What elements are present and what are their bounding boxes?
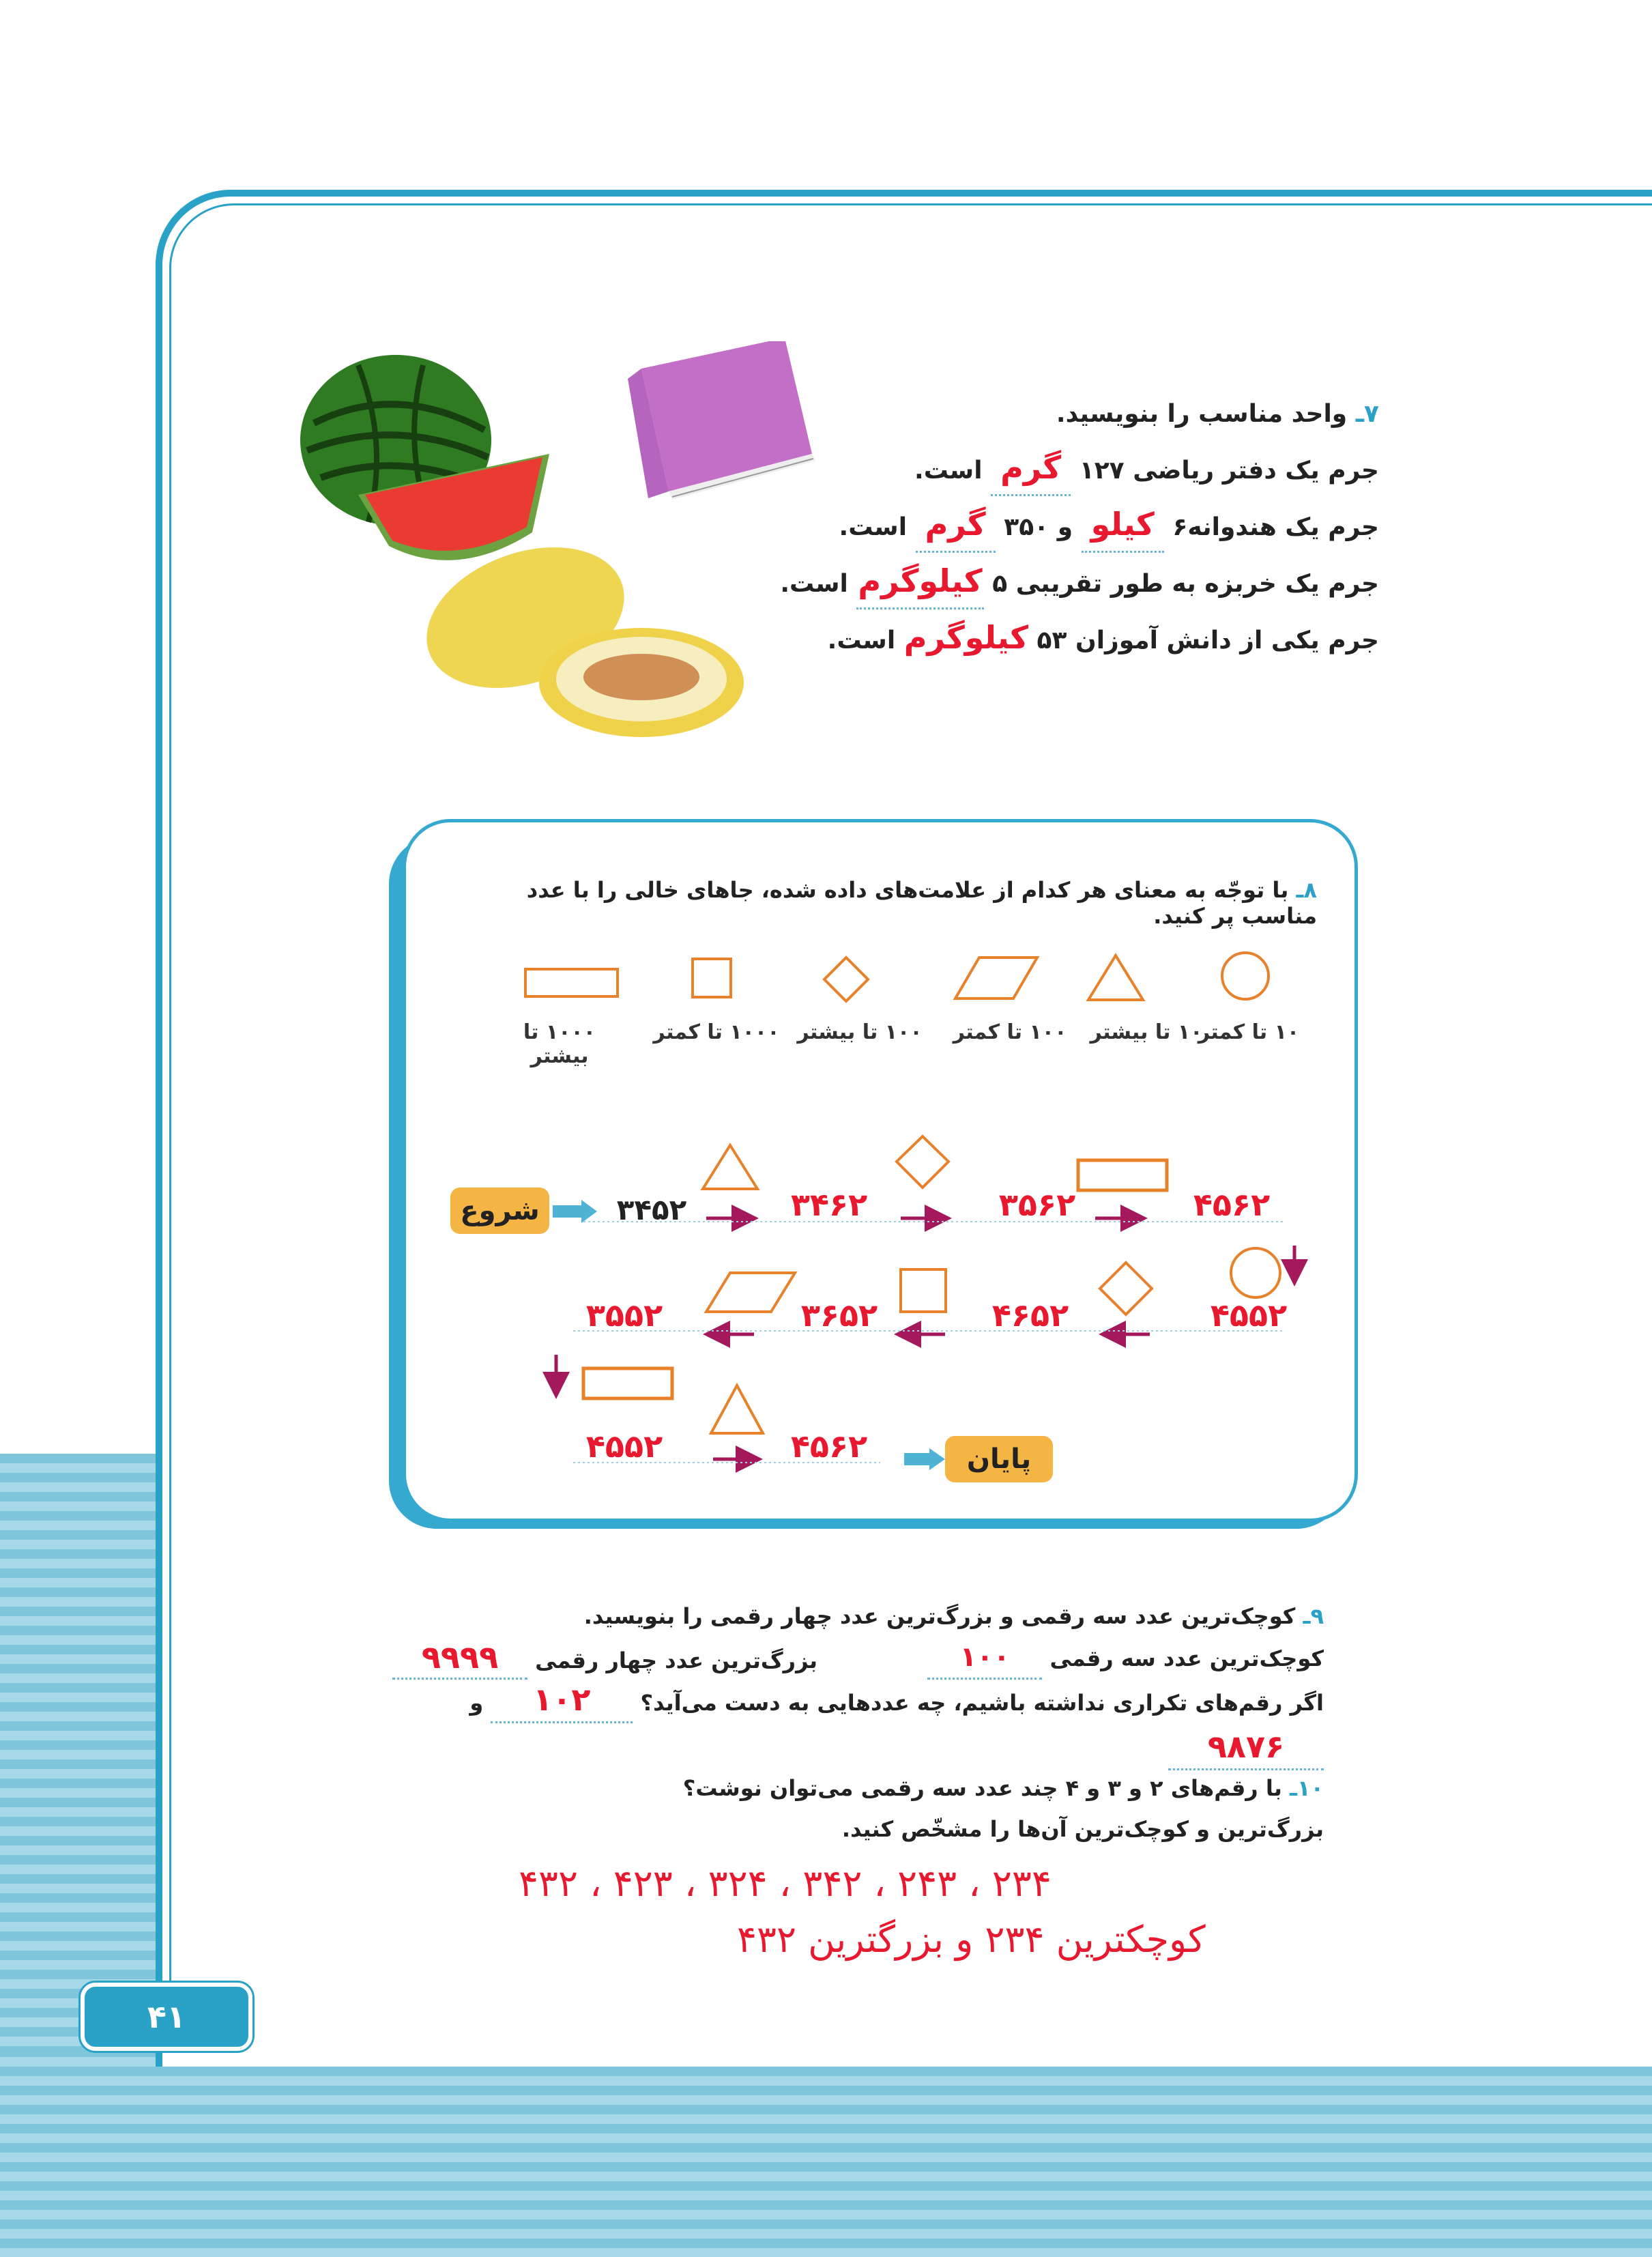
q7-line4-answer[interactable]: کیلوگرم xyxy=(903,619,1028,656)
q9-smallest-answer[interactable]: ۱۰۰ xyxy=(927,1637,1042,1680)
q8-number: ۸ـ xyxy=(1296,877,1317,903)
page-number: ۴۱ xyxy=(81,1983,252,2051)
square-shape xyxy=(693,959,731,997)
triangle-shape xyxy=(1088,955,1143,1000)
q7-line-2 xyxy=(356,498,1379,554)
chain-row2-number-2: ۴۶۵۲ xyxy=(991,1297,1069,1334)
q7-line2-text: جرم یک هندوانه۶ xyxy=(1172,513,1379,541)
q10-line-1 xyxy=(478,1768,1324,1809)
q10-answer-1: ۲۳۴ ، ۲۴۳ ، ۳۴۲ ، ۳۲۴ ، ۴۲۳ ، ۴۳۲ xyxy=(519,1862,1052,1905)
q10-line-2: بزرگ‌ترین و کوچک‌ترین آن‌ها را مشخّص کنید. xyxy=(841,1816,1324,1842)
end-arrowhead xyxy=(929,1448,945,1470)
q9-line-3 xyxy=(355,1678,1324,1772)
q7-title-text: واحد مناسب را بنویسید. xyxy=(1056,400,1348,428)
parallelogram-shape xyxy=(955,958,1037,998)
q9-largest-label: بزرگ‌ترین عدد چهار رقمی xyxy=(535,1648,817,1673)
q8-legend-shapes xyxy=(505,945,1290,1020)
legend-label-circle: ۱۰ تا کمتر xyxy=(1198,1020,1300,1044)
chain-diamond-2 xyxy=(1100,1263,1152,1314)
chain-rectangle-2 xyxy=(583,1368,672,1398)
q9-title xyxy=(355,1596,1324,1637)
q10-line1-text: با رقم‌های ۲ و ۳ و ۴ چند عدد سه رقمی می‌توان نوشت؟ xyxy=(682,1775,1282,1801)
q7-line-4 xyxy=(356,611,1379,667)
q10-number: ۱۰ـ xyxy=(1290,1775,1324,1801)
q8-title-text: با توجّه به معنای هر کدام از علامت‌های داده شده، جاهای خالی را با عدد مناسب پر کنید. xyxy=(526,877,1317,929)
q7-line2-post: است. xyxy=(839,513,908,541)
question-10 xyxy=(478,1768,1324,1850)
chain-diamond-1 xyxy=(897,1136,948,1188)
legend-label-diamond: ۱۰۰ تا بیشتر xyxy=(797,1020,923,1044)
circle-shape xyxy=(1222,953,1269,999)
question-7 xyxy=(356,388,1379,667)
q9-and: و xyxy=(469,1690,484,1716)
chain-circle-1 xyxy=(1231,1248,1280,1297)
q7-title xyxy=(356,388,1379,441)
q7-line4-post: است. xyxy=(827,627,896,655)
q7-line2-answer-1[interactable]: کیلو xyxy=(1082,498,1164,553)
diamond-shape xyxy=(824,958,868,1001)
chain-triangle-2 xyxy=(711,1385,763,1433)
q9-smallest-label: کوچک‌ترین عدد سه رقمی xyxy=(1049,1645,1324,1671)
legend-label-parallelogram: ۱۰۰ تا کمتر xyxy=(953,1020,1067,1044)
chain-triangle-1 xyxy=(703,1145,757,1189)
start-pill: شروع xyxy=(450,1188,549,1234)
q7-line2-answer-2[interactable]: گرم xyxy=(916,498,996,553)
q7-line1-post: است. xyxy=(914,457,983,485)
q9-norepeat-answer-2[interactable]: ۹۸۷۶ xyxy=(1168,1725,1324,1770)
end-pill: پایان xyxy=(945,1436,1053,1482)
q7-line1-answer[interactable]: گرم xyxy=(991,441,1071,496)
q9-largest-group xyxy=(392,1637,817,1681)
q8-title xyxy=(478,877,1317,929)
background-stripes-bottom xyxy=(0,2047,1652,2257)
q9-line-2 xyxy=(355,1637,1324,1678)
q9-norepeat-question: اگر رقم‌های تکراری نداشته باشیم، چه عددهایی به دست می‌آید؟ xyxy=(640,1690,1324,1716)
q7-line3-answer[interactable]: کیلوگرم xyxy=(856,554,983,609)
chain-row1-number-3: ۴۵۶۲ xyxy=(1193,1186,1271,1223)
question-9 xyxy=(355,1596,1324,1772)
q7-number: ۷ـ xyxy=(1355,400,1379,428)
chain-row2-number-1: ۴۵۵۲ xyxy=(1210,1297,1288,1334)
legend-label-triangle: ۱۰ تا بیشتر xyxy=(1090,1020,1203,1044)
start-number: ۳۴۵۲ xyxy=(616,1193,687,1226)
chain-row3-number-1: ۴۵۵۲ xyxy=(585,1428,663,1465)
chain-row2-number-4: ۳۵۵۲ xyxy=(585,1297,663,1334)
q9-norepeat-answer-1[interactable]: ۱۰۲ xyxy=(491,1678,633,1723)
chain-row3-number-2: ۴۵۶۲ xyxy=(790,1428,868,1465)
q7-line-1 xyxy=(356,441,1379,498)
legend-label-rectangle: ۱۰۰۰ تا بیشتر xyxy=(523,1020,596,1068)
q9-largest-answer[interactable]: ۹۹۹۹ xyxy=(392,1637,527,1680)
chain-row1-number-1: ۳۴۶۲ xyxy=(790,1186,868,1223)
q7-line3-post: است. xyxy=(780,570,848,598)
chain-row2-number-3: ۳۶۵۲ xyxy=(800,1297,878,1334)
rectangle-shape xyxy=(525,969,618,996)
chain-row1-number-2: ۳۵۶۲ xyxy=(998,1186,1076,1223)
q7-line4-text: جرم یکی از دانش آموزان ۵۳ xyxy=(1037,627,1379,655)
q7-line3-text: جرم یک خربزه به طور تقریبی ۵ xyxy=(992,570,1379,598)
q9-title-text: کوچک‌ترین عدد سه رقمی و بزرگ‌ترین عدد چهار رقمی را بنویسید. xyxy=(583,1603,1296,1629)
q7-line2-mid: و ۳۵۰ xyxy=(1004,513,1073,541)
q7-line1-text: جرم یک دفتر ریاضی ۱۲۷ xyxy=(1079,457,1379,485)
q10-answer-2: کوچکترین ۲۳۴ و بزرگترین ۴۳۲ xyxy=(737,1918,1206,1961)
legend-label-square: ۱۰۰۰ تا کمتر xyxy=(653,1020,780,1044)
q9-number: ۹ـ xyxy=(1303,1603,1324,1629)
start-arrowhead xyxy=(581,1200,597,1223)
q7-line-3 xyxy=(356,554,1379,611)
